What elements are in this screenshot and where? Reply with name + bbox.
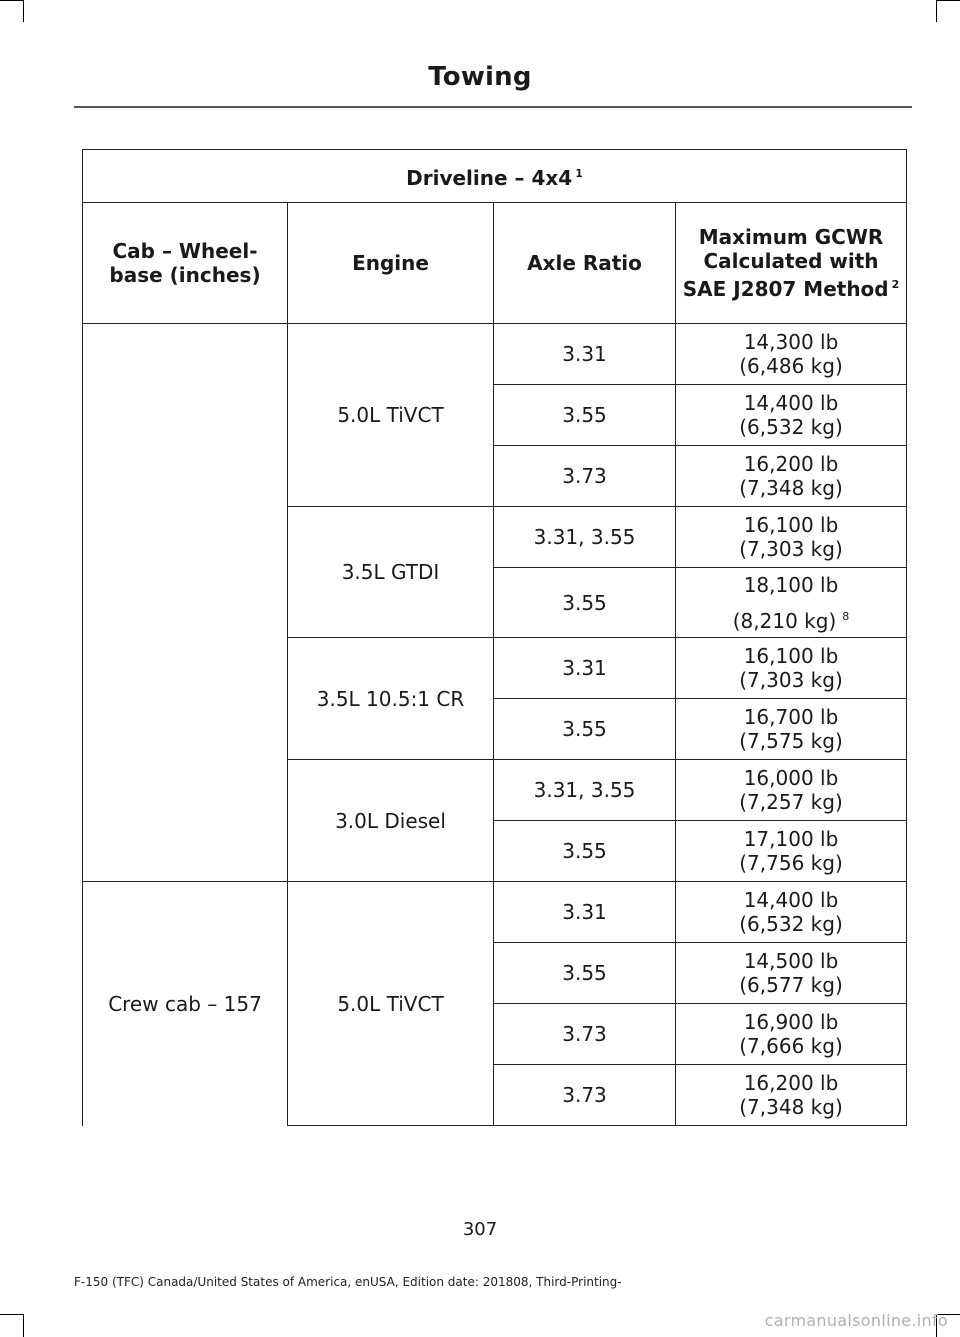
gcwr-cell: 16,700 lb (7,575 kg) <box>676 699 907 760</box>
gcwr-cell: 14,400 lb (6,532 kg) <box>676 882 907 943</box>
table-row <box>83 324 907 385</box>
axle-cell: 3.73 <box>494 1004 676 1065</box>
gcwr-cell: 16,900 lb (7,666 kg) <box>676 1004 907 1065</box>
axle-cell: 3.31 <box>494 638 676 699</box>
axle-cell: 3.55 <box>494 943 676 1004</box>
watermark: carmanualsonline.info <box>764 1311 948 1330</box>
gcwr-cell: 16,200 lb (7,348 kg) <box>676 446 907 507</box>
page-number: 307 <box>462 1219 498 1240</box>
page-title: Towing <box>428 62 532 92</box>
axle-cell: 3.55 <box>494 699 676 760</box>
table-row <box>83 882 907 943</box>
crop-mark <box>23 0 24 22</box>
crop-mark <box>936 0 937 22</box>
crop-mark <box>23 1315 24 1337</box>
gcwr-cell: 16,100 lb (7,303 kg) <box>676 507 907 568</box>
crop-mark <box>936 0 960 1</box>
header-gcwr: Maximum GCWR Calculated with SAE J2807 Method $^2$ <box>676 203 907 324</box>
gcwr-cell: 18,100 lb (8,210 kg) $^8$ <box>676 568 907 638</box>
engine-cell: 3.0L Diesel <box>288 760 494 882</box>
gcwr-cell: 14,300 lb (6,486 kg) <box>676 324 907 385</box>
cab-cell: Crew cab – 157 <box>83 882 288 1126</box>
axle-cell: 3.55 <box>494 385 676 446</box>
title-footnote: 1 <box>575 167 583 180</box>
axle-cell: 3.73 <box>494 1065 676 1126</box>
engine-cell: 3.5L GTDI <box>288 507 494 638</box>
gcwr-cell: 17,100 lb (7,756 kg) <box>676 821 907 882</box>
gcwr-cell: 16,200 lb (7,348 kg) <box>676 1065 907 1126</box>
engine-cell: 5.0L TiVCT <box>288 882 494 1126</box>
axle-cell: 3.73 <box>494 446 676 507</box>
row-footnote: 8 <box>842 609 850 623</box>
towing-spec-table <box>82 149 907 1126</box>
engine-cell: 3.5L 10.5:1 CR <box>288 638 494 760</box>
crop-mark <box>0 1314 24 1315</box>
axle-cell: 3.55 <box>494 821 676 882</box>
engine-cell: 5.0L TiVCT <box>288 324 494 507</box>
axle-cell: 3.31, 3.55 <box>494 760 676 821</box>
axle-cell: 3.31 <box>494 882 676 943</box>
header-divider <box>74 106 912 108</box>
gcwr-cell: 14,500 lb (6,577 kg) <box>676 943 907 1004</box>
table-title: Driveline – 4x4 $^1$ <box>83 150 907 203</box>
cab-cell <box>83 324 288 882</box>
crop-mark <box>0 0 24 1</box>
header-engine: Engine <box>288 203 494 324</box>
gcwr-cell: 16,000 lb (7,257 kg) <box>676 760 907 821</box>
gcwr-cell: 14,400 lb (6,532 kg) <box>676 385 907 446</box>
footer-edition: F-150 (TFC) Canada/United States of America, enUSA, Edition date: 201808, Third-Printing- <box>74 1275 622 1289</box>
header-axle: Axle Ratio <box>494 203 676 324</box>
gcwr-footnote: 2 <box>891 278 900 291</box>
axle-cell: 3.55 <box>494 568 676 638</box>
axle-cell: 3.31 <box>494 324 676 385</box>
gcwr-cell: 16,100 lb (7,303 kg) <box>676 638 907 699</box>
header-cab: Cab – Wheel-base (inches) <box>83 203 288 324</box>
axle-cell: 3.31, 3.55 <box>494 507 676 568</box>
